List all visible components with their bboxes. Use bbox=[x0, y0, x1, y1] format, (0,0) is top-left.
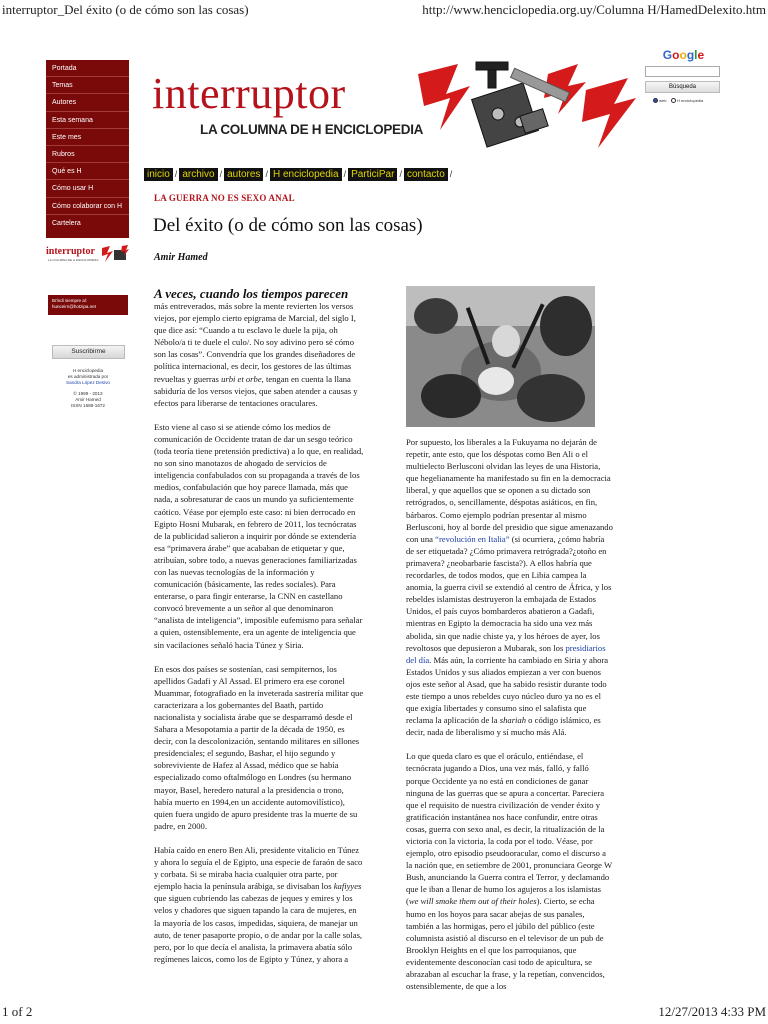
italic-text: shariah bbox=[499, 715, 527, 726]
radio-site-label: H enciclopedia bbox=[677, 98, 704, 103]
text: Había caído en enero Ben Ali, presidente vitalicio en Túnez y ahora lo seguía el de Egipto, una especie de faraón de saco y corbata. Si se miraba hacia cualquier otra parte, por ejemplo hacia la península arábiga, se divisaban los bbox=[154, 844, 363, 892]
credits-line-4: Amir Hamed bbox=[75, 396, 101, 402]
sidebar-item-portada[interactable]: Portada bbox=[46, 60, 129, 77]
site-credits bbox=[48, 368, 128, 409]
google-search bbox=[645, 48, 722, 118]
article-illustration bbox=[406, 286, 595, 427]
radio-site[interactable] bbox=[671, 98, 676, 103]
text: . Más aún, la corriente ha cambiado en Siria y ahora Estados Unidos y sus aliados empiezan a ver con buenos ojos este señor al Asad, que ha sabido resistir durante todo este tiempo a unos rebeldes cuyo núcleo duro ya no es el que exigía libertades y consumo sino el salafista que reclama la aplicación de la bbox=[406, 654, 609, 726]
nav-separator: / bbox=[343, 169, 347, 179]
text: o código islámico, es decir, nada de liberalismo y sí mucho más Alá. bbox=[406, 715, 601, 738]
tab-contacto[interactable]: contacto bbox=[404, 168, 448, 181]
italic-text: urbi et orbe bbox=[221, 373, 262, 384]
tab-henciclopedia[interactable]: H enciclopedia bbox=[270, 168, 342, 181]
paragraph bbox=[154, 300, 364, 409]
paragraph bbox=[406, 750, 614, 992]
google-logo: Google bbox=[662, 48, 705, 62]
tab-participar[interactable]: ParticiPar bbox=[348, 168, 397, 181]
text: (si ocurriera, ¿cómo habría de ser etiquetada? ¿Cómo primavera retrógrada?¿otoño en primavera? ¿neobarbarie fascista?). A ellos habría que recordarles, de todos modos, que en Libia campea la anomia, la guerra civil se extendió al centro de África, y los rebeldes islamistas destruyeron la embajada de Estados Unidos, el país cuyos bombarderos abatieron a Gadafi, mientras en Egipto la democracia ha sido una vez más abolida, sin que nadie chiste ya, y los héroes de ayer, los revoltosos que depusieron a Mubarak, son los bbox=[406, 533, 612, 653]
radio-web[interactable] bbox=[653, 98, 658, 103]
mini-logo[interactable] bbox=[46, 244, 130, 266]
text: que siguen cubriendo las cabezas de jeques y emires y los velos y chadores que siguen tapando la cara de mujeres, en la mayoría de los casos, impedidas, siquiera, de manejar un auto, de tener pasaporte propio, o de andar por la calle solas, pero, por lo que decía el analista, la primavera abatía sólo regímenes laicos, como los de Egipto y Túnez, y ahora a bbox=[154, 893, 363, 964]
nav-separator: / bbox=[449, 169, 453, 179]
logo-title: interruptor bbox=[152, 69, 346, 118]
credits-line-5: ISSN 1688-1672 bbox=[71, 403, 105, 409]
print-header bbox=[0, 0, 768, 20]
text: Por supuesto, los liberales a la Fukuyama no dejarán de repetir, ante esto, que los déspotas como Ben Ali o el multielecto Berlusconi olvidan las leyes de una Historia, que hegelianamente ha manifestado su fin en la democracia liberal, y que aquellos que se oponen a su dictado son retrógrados, o, sencillamente, déspotas asiáticos, en fin, bárbaros. Como ejemplo podrían presentar al mismo Berlusconi, hoy al borde del presidio que sigue amenazando con una bbox=[406, 437, 613, 544]
credits-line-1: H enciclopedia bbox=[72, 368, 104, 373]
article-column-right bbox=[406, 436, 614, 1004]
nav-separator: / bbox=[219, 169, 223, 179]
print-page-number: 1 of 2 bbox=[2, 1004, 33, 1019]
sidebar-item-autores[interactable]: Autores bbox=[46, 94, 129, 111]
sidebar-item-temas[interactable]: Temas bbox=[46, 77, 129, 94]
text: , tengan en cuenta la llana sabiduría de los versos viejos, que saben atender a causas y efectos para liberarse de tentaciones oraculares. bbox=[154, 373, 358, 408]
article-title: Del éxito (o de cómo son las cosas) bbox=[153, 215, 423, 236]
credits-line-3: © 1999 - 2013 bbox=[73, 390, 103, 396]
contact-email-box[interactable]: Bríndi siempre al: hunceirn@hotzipa.net bbox=[48, 295, 128, 315]
nav-separator: / bbox=[399, 169, 402, 179]
presidiarios-link[interactable]: presidiarios del día bbox=[406, 642, 606, 665]
engraving-image bbox=[406, 286, 595, 427]
google-scope-radios bbox=[653, 98, 703, 103]
tab-archivo[interactable]: archivo bbox=[179, 168, 217, 181]
mini-logo-title: interruptor bbox=[46, 246, 95, 257]
tab-autores[interactable]: autores bbox=[224, 168, 263, 181]
italic-text: kafiyyes bbox=[333, 881, 362, 892]
header-illustration bbox=[418, 60, 636, 162]
logo-subtitle: LA COLUMNA DE H ENCICLOPEDIA bbox=[200, 122, 424, 137]
sidebar-item-esta-semana[interactable]: Esta semana bbox=[46, 112, 129, 129]
site-logo[interactable] bbox=[152, 69, 424, 137]
radio-web-label: web bbox=[659, 98, 667, 103]
sidebar-item-cartelera[interactable]: Cartelera bbox=[52, 219, 81, 227]
article-author: Amir Hamed bbox=[154, 252, 208, 263]
tab-inicio[interactable]: inicio bbox=[144, 168, 173, 181]
revolucion-italia-link[interactable]: “revolución en Italia” bbox=[435, 533, 510, 544]
sidebar-item-como-usar-h[interactable]: Cómo usar H bbox=[46, 180, 129, 197]
article-lead: A veces, cuando los tiempos parecen bbox=[154, 286, 349, 301]
article-column-left bbox=[154, 300, 364, 977]
paragraph: Esto viene al caso si se atiende cómo los medios de comunicación de Occidente tratan de dar un sesgo teórico (toda teoría tiene pretensión predictiva) a lo que, en realidad, no son sino manotazos de ahogado de servicios de inteligencia confabulados con su propaganda a través de los medios, confabulación que hoy parece llamada, más que nada, a sobresaturar de caos un mundo ya suficientemente caótico. Véase por ejemplo este caso: ni bien derrocado en Egipto Hosni Mubarak, en febrero de 2011, los tecnócratas de la publicidad salieron a inquirir por dónde se extendería esa “primavera árabe” que acababan de etiquetar y que, atribuían, sobre todo, a nuevas generaciones familiarizadas con las nuevas tecnologías de la información y comunicación (básicamente, las redes sociales). Para enterarse, o para fingir enterarse, la CNN en castellano convocó brevemente a un señor al que denominaron “analista de inteligencia”, imposible eufemismo para señalar a quien, ostensiblemente, era un agente de inteligencia que sin vacilaciones señaló hacia Túnez y Siria. bbox=[154, 421, 364, 650]
print-url: http://www.henciclopedia.org.uy/Columna H/HamedDelexito.htm bbox=[422, 2, 766, 17]
print-footer bbox=[0, 1002, 768, 1024]
sidebar-menu bbox=[46, 60, 129, 238]
mini-logo-subtitle: LA COLUMNA DE H ENCICLOPEDIA bbox=[48, 258, 99, 262]
sidebar-item-rubros[interactable]: Rubros bbox=[46, 146, 129, 163]
credits-admin-link[interactable]: Sandra López Desivo bbox=[66, 380, 110, 386]
text: más entreverados, más sobre la mente revierten los versos viejos, por ejemplo cierto epigrama de Marcial, del siglo I, que dice así: “Cuando a tu esclavo le duele la pija, oh Nébolo/a ti te duele el culo/. No soy adivino pero sé cómo son las cosas”. Convendría que los grandes diseñadores de política internacional, es decir, los gestores de las últimas revueltas y guerras bbox=[154, 301, 356, 384]
credits-line-2: es administrada por bbox=[67, 374, 109, 380]
google-search-button[interactable]: Búsqueda bbox=[645, 81, 720, 93]
text: ). Cierto, se echa humo en los hoyos para sacar abejas de sus panales, también a las hormigas, pero el júbilo del público (este columnista asistió al discurso en el televisor de un pub de Brooklyn Heights en el que los parroquianos, que evidentemente desconocían casi todo de apicultura, se abrazaban al escuchar la frase, y la repetían, convencidos, ostensiblemente, de que a los bbox=[406, 896, 605, 992]
sidebar-item-como-colaborar[interactable]: Cómo colaborar con H bbox=[46, 198, 129, 215]
print-title: interruptor_Del éxito (o de cómo son las cosas) bbox=[2, 2, 249, 17]
nav-separator: / bbox=[265, 169, 268, 179]
article-kicker: LA GUERRA NO ES SEXO ANAL bbox=[154, 193, 295, 203]
google-search-input[interactable] bbox=[645, 66, 720, 77]
top-nav bbox=[144, 168, 454, 182]
paragraph: En esos dos países se sostenían, casi sempiternos, los apellidos Gadafi y Al Assad. El primero era ese coronel Muammar, fotografiado en la inveterada sastrería militar que caracterizara a los gobernantes del Baath, partido nacionalista y socialista árabe que se desparramó desde el Sahara a Mesopotamia a partir de la década de 1950, es decir, con la descolonización, sentando militares en sillones presidenciales; el segundo, Bashar, el hijo segundo y sobreviviente de Hafez al Assad, médico que se había especializado como oftalmólogo en Londres (su hermano mayor, Basel, heredero natural a la presidencia o trono, había muerto en 1994,en un accidente automovilístico), quien fuera ungido de apuro presidente tras la muerte de su padre, en 2000. bbox=[154, 663, 364, 831]
mini-logo-art-icon bbox=[100, 244, 130, 266]
print-datetime: 12/27/2013 4:33 PM bbox=[658, 1004, 766, 1019]
sidebar-item-que-es-h[interactable]: Qué es H bbox=[46, 163, 129, 180]
sidebar-item-este-mes[interactable]: Este mes bbox=[46, 129, 129, 146]
text: Lo que queda claro es que el oráculo, entiéndase, el tecnócrata jugando a Dios, una vez más, falló, y falló porque Occidente ya no está en condiciones de ganar ninguna de las guerras que se apura a concertar. Pareciera que el requisito de nuestra civilización de vender éxito y gratificación instantánea nos hace confundir, entre otras cosas, guerra con sexo anal, es decir, la ritualización de la victoria con la victoria, la coda por el todo. Véase, por ejemplo, otro episodio pseudooracular, como el discurso a la nación que, en setiembre de 2001, pronunciara George W Bush, anunciando la Guerra contra el Terror, y declamando que le iban a llenar de humo los agujeros a los islamistas ( bbox=[406, 751, 612, 907]
subscribe-button[interactable]: Suscribirme bbox=[52, 345, 125, 359]
paragraph bbox=[406, 436, 614, 738]
italic-text: we will smoke them out of their holes bbox=[408, 896, 537, 907]
nav-separator: / bbox=[174, 169, 178, 179]
paragraph bbox=[154, 844, 364, 965]
